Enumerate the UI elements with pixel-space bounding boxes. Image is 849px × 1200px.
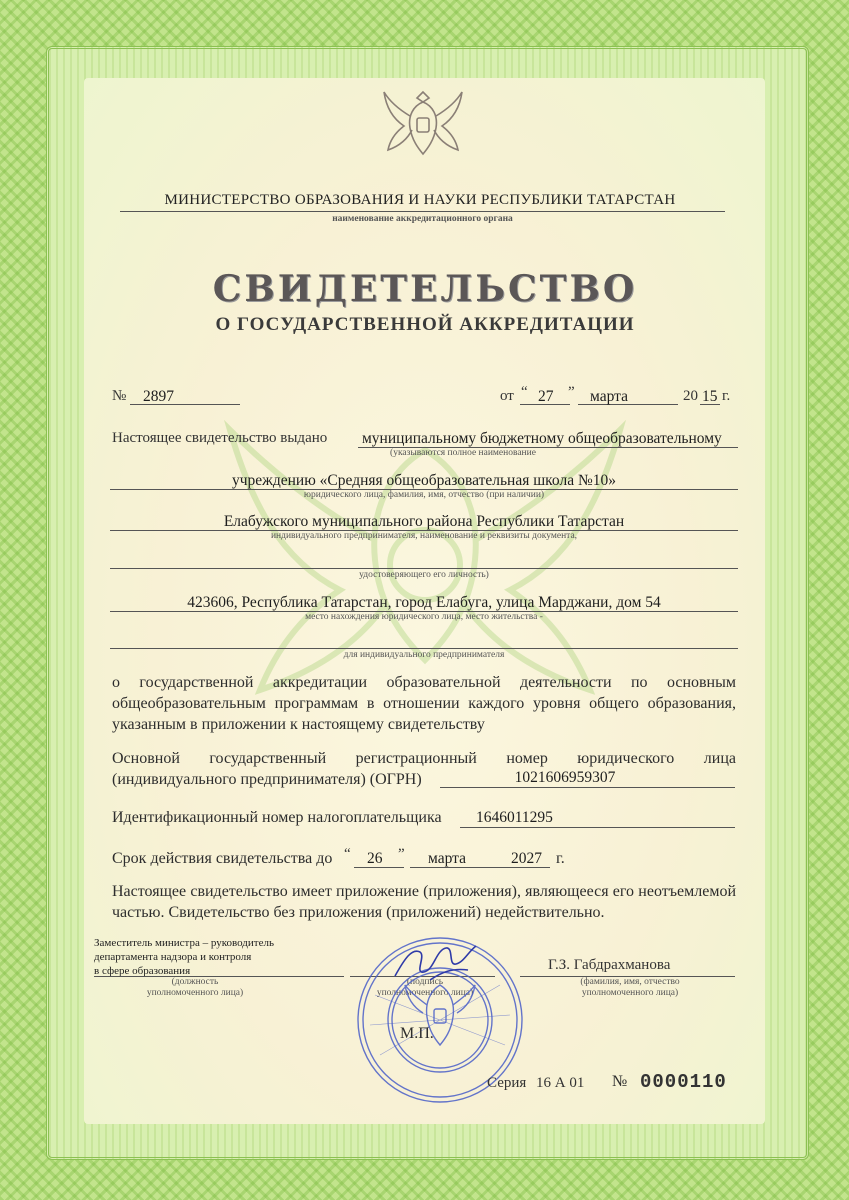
issued-caption4: удостоверяющего его личность) [359,570,489,580]
number-prefix: № [112,388,127,404]
validity-year: 2027 [511,850,542,867]
issued-caption1: (указываются полное наименование [390,448,536,458]
ogrn-underline [440,787,735,788]
position-caption-1: (должность [171,977,219,987]
issued-caption6: для индивидуального предпринимателя [343,650,505,660]
issue-year-unit: г. [722,388,731,404]
issued-caption5: место нахождения юридического лица, место жительства - [305,612,543,622]
issued-to-line3: Елабужского муниципального района Республики Татарстан [223,513,625,530]
organ-caption: наименование аккредитационного органа [332,214,513,224]
issued-to-line2: учреждению «Средняя общеобразовательная школа №10» [231,472,616,489]
name-caption-2: уполномоченного лица) [581,988,679,998]
validity-label: Срок действия свидетельства до [112,850,333,867]
issue-year-suffix: 15 [702,388,718,405]
position-line2: департамента надзора и контроля [94,951,252,963]
position-caption [110,977,280,999]
stamp-place-label: М.П. [400,1025,434,1042]
series-number-prefix: № [612,1073,628,1090]
signatory-position [94,936,274,978]
inn-label: Идентификационный номер налогоплательщика [112,809,442,826]
date-quote-open: “ [521,384,528,400]
name-caption [540,977,720,999]
appendix-text: Настоящее свидетельство имеет приложение (приложения), являющееся его неотъемлемой частью. Свидетельство без приложения (приложений) недействительно. [112,883,736,921]
validity-month: марта [428,850,466,867]
date-quote-close: ” [568,384,575,400]
series-value: 16 А 01 [536,1075,585,1091]
accreditation-organ-name: МИНИСТЕРСТВО ОБРАЗОВАНИЯ И НАУКИ РЕСПУБЛИКИ ТАТАРСТАН [164,192,676,208]
validity-unit: г. [556,850,565,867]
document-subtitle: О ГОСУДАРСТВЕННОЙ АККРЕДИТАЦИИ [215,314,635,335]
ogrn-value: 1021606959307 [514,769,616,786]
inn-underline [460,827,735,828]
issue-day: 27 [538,388,554,405]
organ-underline [120,211,725,212]
validity-quote-close: ” [398,846,405,862]
issued-caption2: юридического лица, фамилия, имя, отчество (при наличии) [303,490,545,500]
validity-day: 26 [367,850,383,867]
date-prefix: от [500,388,514,404]
validity-quote-open: “ [344,846,351,862]
issued-caption3: индивидуального предпринимателя, наименование и реквизиты документа, [270,531,578,541]
address-line2-underline [110,648,738,649]
document-title: СВИДЕТЕЛЬСТВО [212,268,638,310]
inn-value: 1646011295 [476,809,553,826]
position-line3: в сфере образования [94,965,191,977]
series-number: 0000110 [640,1071,727,1093]
signature-icon [390,938,480,988]
ogrn-label: Основной государственный регистрационный номер юридического лица (индивидуального предпринимателя) (ОГРН) [112,750,736,788]
issued-to-line1: муниципальному бюджетному общеобразовательному [362,430,722,447]
issue-year-prefix: 20 [683,388,698,404]
position-caption-2: уполномоченного лица) [146,988,244,998]
issue-month: марта [590,388,628,405]
position-line1: Заместитель министра – руководитель [94,937,274,949]
issued-to-lead: Настоящее свидетельство выдано [112,430,328,446]
name-caption-1: (фамилия, имя, отчество [580,977,680,987]
issued-line4-underline [110,568,738,569]
coat-of-arms-icon [378,84,468,164]
signatory-name: Г.З. Габдрахманова [548,957,671,973]
signature-caption-2: уполномоченного лица) [376,988,474,998]
address: 423606, Республика Татарстан, город Елабуга, улица Марджани, дом 54 [187,594,661,611]
purpose-text: о государственной аккредитации образовательной деятельности по основным общеобразовательным программам в отношении каждого уровня общего образования, указанным в приложении к настоящему свидетельству [112,674,736,733]
signature-caption-1: (подпись [406,977,444,987]
series-label: Серия [487,1075,527,1091]
certificate-number: 2897 [143,388,174,405]
